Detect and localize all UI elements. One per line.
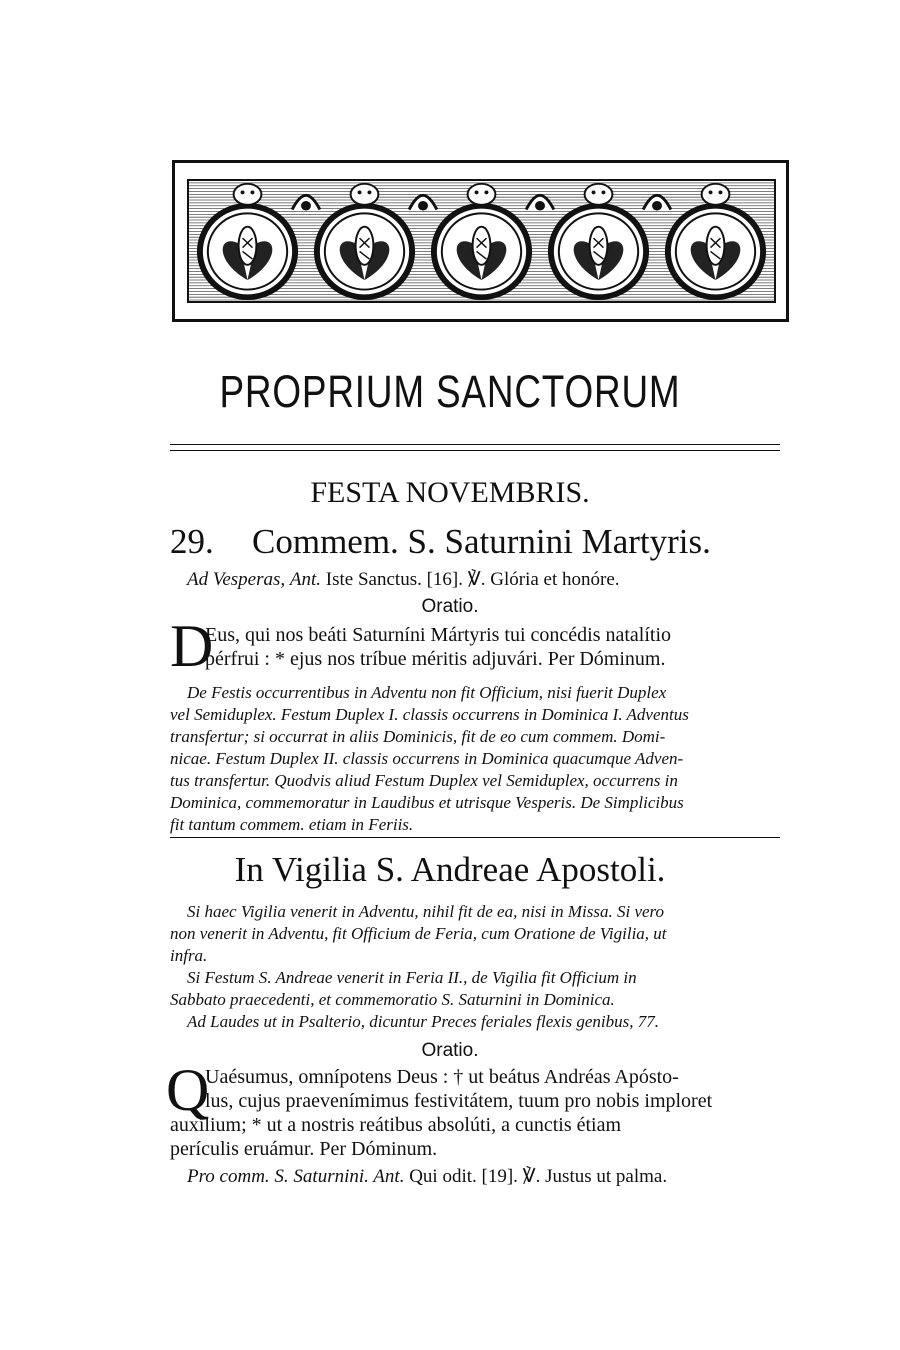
double-rule <box>170 444 780 456</box>
oratio-label: Oratio. <box>421 1040 479 1061</box>
drop-cap: D <box>170 613 214 679</box>
rubric-line: Sabbato praecedenti, et commemoratio S. Saturnini in Dominica. <box>170 990 615 1009</box>
section-divider <box>170 837 780 838</box>
rubric-line: non venerit in Adventu, fit Officium de Feria, cum Oratione de Vigilia, ut <box>170 924 667 943</box>
feast-number: 29. <box>170 522 214 561</box>
antiphon-rubric: Ant. <box>289 569 322 590</box>
rubric-line: Dominica, commemoratur in Laudibus et utrisque Vesperis. De Simplicibus <box>170 793 684 812</box>
rubric-line: infra. <box>170 946 208 965</box>
commemoration-text: Qui odit. [19]. ℣. Justus ut palma. <box>409 1166 668 1187</box>
prayer-line: perículis eruámur. Per Dóminum. <box>170 1138 438 1160</box>
commemoration-line <box>187 1165 667 1188</box>
prayer-line: lus, cujus praevenímimus festivitátem, tuum pro nobis imploret <box>205 1090 713 1112</box>
vespers-rubric: Ad Vesperas, <box>187 569 286 590</box>
rubric-line: transfertur; si occurrat in aliis Dominicis, fit de eo cum commem. Domi- <box>170 727 666 746</box>
prayer-line: Eus, qui nos beáti Saturníni Mártyris tui concédis natalítio <box>205 624 672 646</box>
rubric-line: De Festis occurrentibus in Adventu non fit Officium, nisi fuerit Duplex <box>187 683 667 702</box>
rubric-line: fit tantum commem. etiam in Feriis. <box>170 815 414 834</box>
prayer-line: auxílium; * ut a nostris reátibus absolúti, a cunctis étiam <box>170 1114 622 1136</box>
rubric-line: nicae. Festum Duplex II. classis occurrens in Dominica quacumque Adven- <box>170 749 684 768</box>
vespers-text: Iste Sanctus. [16]. ℣. Glória et honóre. <box>325 569 620 590</box>
section-title: FESTA NOVEMBRIS. <box>310 476 590 509</box>
ornament-frame <box>187 179 776 303</box>
page-title: PROPRIUM SANCTORUM <box>219 366 681 417</box>
rubric-line: tus transfertur. Quodvis aliud Festum Duplex vel Semiduplex, occurrens in <box>170 771 678 790</box>
prayer-line: pérfrui : * ejus nos tríbue méritis adjuvári. Per Dóminum. <box>205 648 666 670</box>
vigil-heading: In Vigilia S. Andreae Apostoli. <box>234 850 666 889</box>
feast-name: Commem. S. Saturnini Martyris. <box>252 522 711 561</box>
ornamental-header-band <box>172 160 789 322</box>
rubric-line: Si Festum S. Andreae venerit in Feria II., de Vigilia fit Officium in <box>187 968 637 987</box>
vespers-line <box>187 568 620 591</box>
commemoration-rubric: Pro comm. S. Saturnini. Ant. <box>187 1166 405 1187</box>
rubric-line: Ad Laudes ut in Psalterio, dicuntur Preces feriales flexis genibus, 77. <box>187 1012 660 1031</box>
ornament-graphic <box>189 181 774 301</box>
oratio-label: Oratio. <box>421 596 479 617</box>
drop-cap: Q <box>166 1057 210 1123</box>
rubric-line: Si haec Vigilia venerit in Adventu, nihil fit de ea, nisi in Missa. Si vero <box>187 902 665 921</box>
rubric-line: vel Semiduplex. Festum Duplex I. classis occurrens in Dominica I. Adventus <box>170 705 689 724</box>
prayer-line: Uaésumus, omnípotens Deus : † ut beátus Andréas Apósto- <box>205 1066 679 1088</box>
